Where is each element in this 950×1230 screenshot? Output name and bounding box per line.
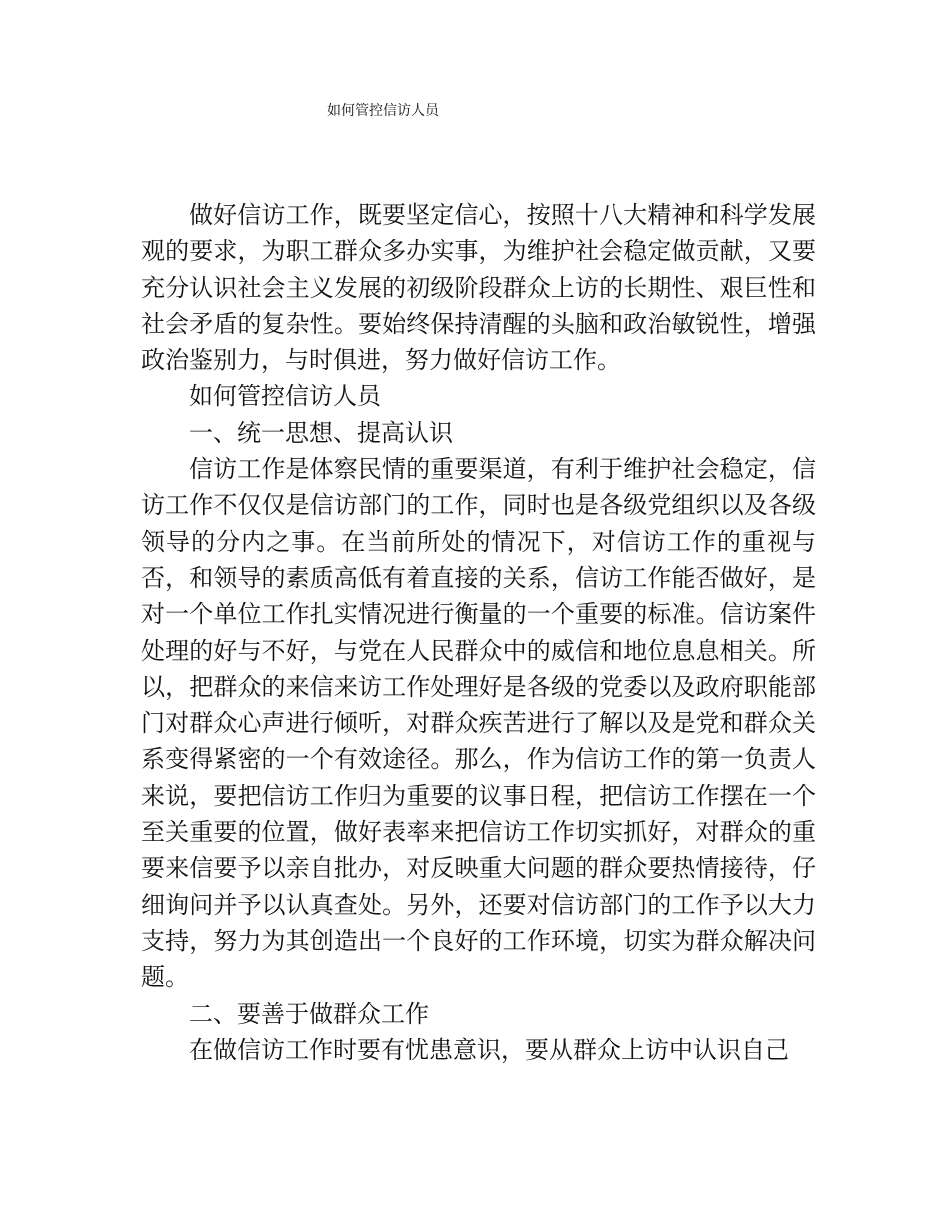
intro-paragraph: 做好信访工作，既要坚定信心，按照十八大精神和科学发展观的要求，为职工群众多办实事，为维护社会稳定做贡献，又要充分认识社会主义发展的初级阶段群众上访的长期性、艰巨性和社会矛盾的复杂性。要始终保持清醒的头脑和政治敏锐性，增强政治鉴别力，与时俱进，努力做好信访工作。 [141,201,816,375]
section-2-paragraph: 在做信访工作时要有忧患意识，要从群众上访中认识自己 [189,1035,789,1064]
section-heading-2: 二、要善于做群众工作 [189,999,429,1028]
section-title: 如何管控信访人员 [189,382,381,411]
page-header-title: 如何管控信访人员 [327,103,439,119]
section-1-paragraph: 信访工作是体察民情的重要渠道，有利于维护社会稳定，信访工作不仅仅是信访部门的工作，同时也是各级党组织以及各级领导的分内之事。在当前所处的情况下，对信访工作的重视与否，和领导的素质高低有着直接的关系，信访工作能否做好，是对一个单位工作扎实情况进行衡量的一个重要的标准。信访案件处理的好与不好，与党在人民群众中的威信和地位息息相关。所以，把群众的来信来访工作处理好是各级的党委以及政府职能部门对群众心声进行倾听，对群众疾苦进行了解以及是党和群众关系变得紧密的一个有效途径。那么，作为信访工作的第一负责人来说，要把信访工作归为重要的议事日程，把信访工作摆在一个至关重要的位置，做好表率来把信访工作切实抓好，对群众的重要来信要予以亲自批办，对反映重大问题的群众要热情接待，仔细询问并予以认真查处。另外，还要对信访部门的工作予以大力支持，努力为其创造出一个良好的工作环境，切实为群众解决问题。 [141,455,816,992]
document-body [141,197,816,1068]
section-heading-1: 一、统一思想、提高认识 [189,418,453,447]
